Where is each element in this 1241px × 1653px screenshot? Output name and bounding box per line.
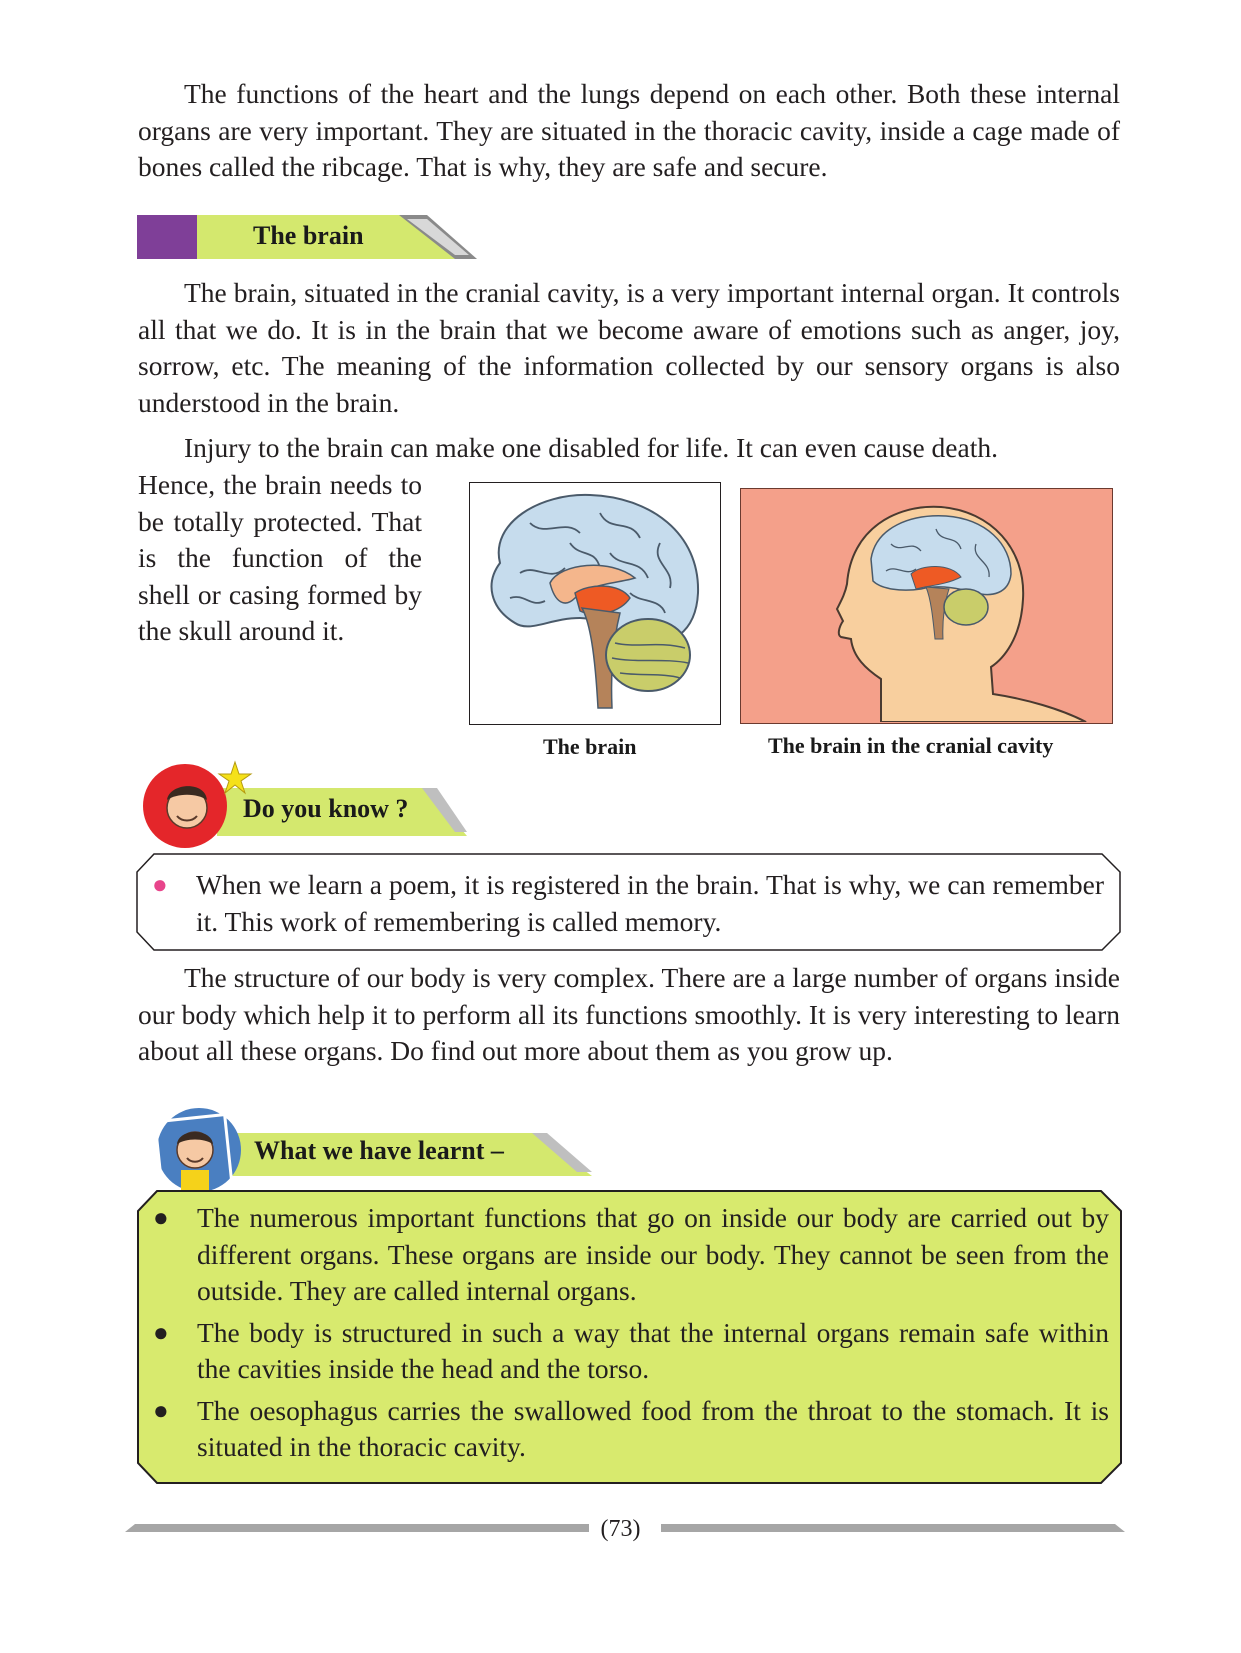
what-we-learnt-list <box>137 1200 1109 1466</box>
do-you-know-heading-bar <box>137 758 467 848</box>
list-item: ● The oesophagus carries the swallowed food from the throat to the stomach. It is situated in the thoracic cavity. <box>153 1394 1109 1462</box>
bullet-dot-icon: ● <box>152 870 168 899</box>
brain-heading-bar <box>137 213 477 261</box>
brain-paragraph-2-rest: Hence, the brain needs to be totally protected. That is the function of the shell or casing formed by the skull around it. <box>138 469 422 646</box>
list-item: ● When we learn a poem, it is registered in the brain. That is why, we can remember it. This work of remembering is called memory. <box>152 869 1104 937</box>
do-you-know-box <box>136 853 1121 951</box>
brain-paragraph-2-line: Injury to the brain can make one disabled for life. It can even cause death. <box>184 432 998 463</box>
bullet-dot-icon: ● <box>153 1317 169 1347</box>
cranial-cavity-figure <box>740 488 1113 724</box>
list-item: ● The body is structured in such a way that the internal organs remain safe within the cavities inside the head and the torso. <box>153 1316 1109 1384</box>
head-silhouette-illustration <box>741 489 1111 722</box>
what-we-learnt-heading: What we have learnt – <box>254 1136 504 1165</box>
page-number: (73) <box>600 1516 641 1542</box>
do-you-know-list <box>136 867 1104 940</box>
intro-paragraph: The functions of the heart and the lungs depend on each other. Both these internal organs are very important. They are situated in the thoracic cavity, inside a cage made of bones called the ribcage. That is why, they are safe and secure. <box>138 78 1120 182</box>
brain-figure <box>469 482 721 725</box>
what-we-learnt-heading-bar <box>137 1108 592 1203</box>
brain-paragraph-1: The brain, situated in the cranial cavity, is a very important internal organ. It controls all that we do. It is in the brain that we become aware of emotions such as anger, joy, sorrow, etc. The meaning of the information collected by our sensory organs is also understood in the brain. <box>138 277 1120 418</box>
brain-heading: The brain <box>253 221 364 250</box>
bullet-dot-icon: ● <box>153 1203 169 1232</box>
brain-figure-caption: The brain <box>543 734 637 759</box>
bullet-dot-icon: ● <box>153 1395 169 1425</box>
do-you-know-heading: Do you know ? <box>243 794 409 823</box>
brain-illustration <box>470 483 719 723</box>
cranial-cavity-caption: The brain in the cranial cavity <box>768 733 1054 758</box>
closing-paragraph: The structure of our body is very complex. There are a large number of organs inside our body which help it to perform all its functions smoothly. It is very interesting to learn about all these organs. Do find out more about them as you grow up. <box>138 962 1120 1066</box>
list-item: ● The numerous important functions that go on inside our body are carried out by different organs. These organs are inside our body. They cannot be seen from the outside. They are called internal organs. <box>153 1202 1109 1306</box>
what-we-learnt-box <box>137 1190 1122 1485</box>
